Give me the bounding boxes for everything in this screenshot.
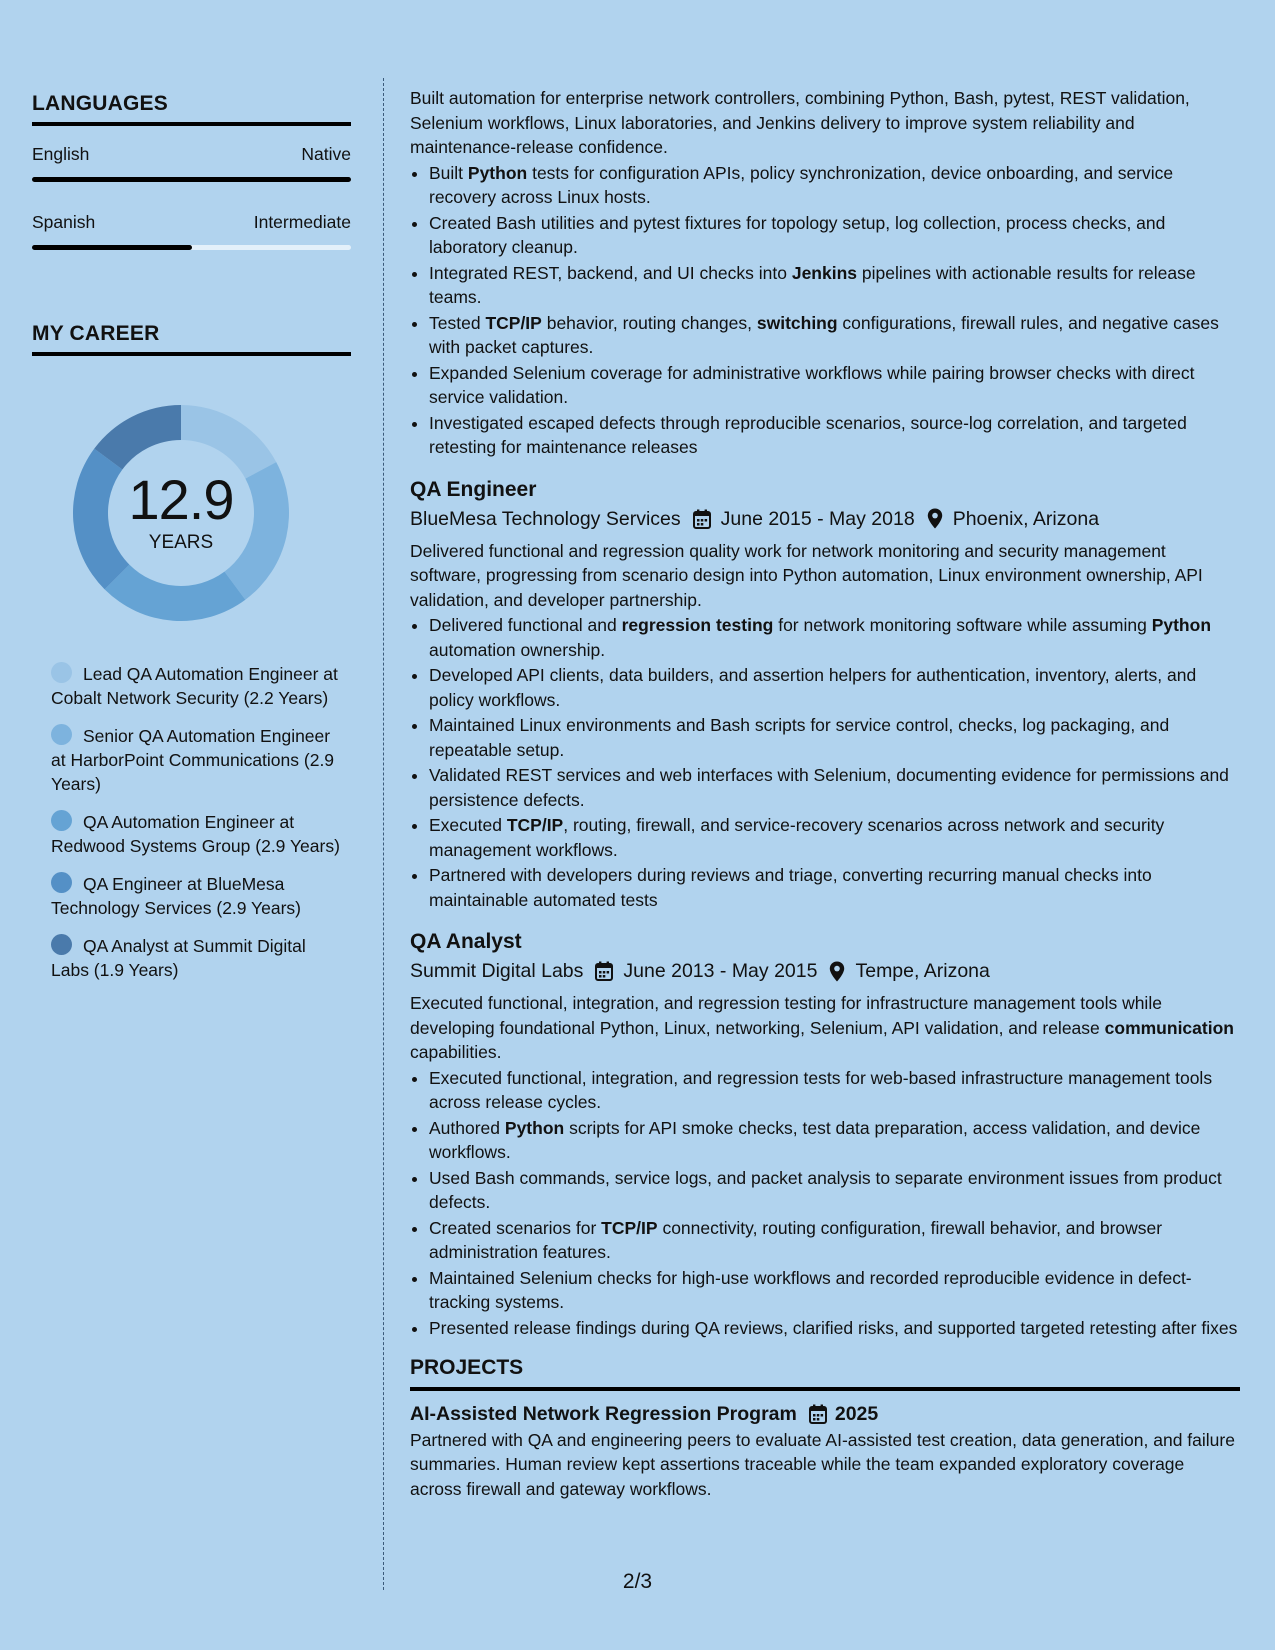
bullet-item: • Executed functional, integration, and regression tests for web-based infrastructure management tools across release cycles. (429, 1066, 1240, 1115)
career-heading: MY CAREER (32, 322, 351, 356)
legend-label: QA Automation Engineer at Redwood Systems Group (2.9 Years) (51, 812, 340, 856)
language-proficiency-fill (32, 177, 351, 182)
bullet-item: • Used Bash commands, service logs, and packet analysis to separate environment issues from product defects. (429, 1166, 1240, 1215)
total-years-value: 12.9 (128, 468, 234, 531)
job-title: QA Analyst (410, 930, 522, 953)
language-proficiency-fill (32, 245, 192, 250)
language-level: Native (301, 144, 351, 164)
bullet-item: • Created scenarios for TCP/IP connectivity, routing configuration, firewall behavior, and browser administration features. (429, 1216, 1240, 1265)
bullet-item: • Expanded Selenium coverage for administrative workflows while pairing browser checks with direct service validation. (429, 361, 1240, 410)
map-pin-icon (927, 508, 943, 529)
language-proficiency-bar (32, 177, 351, 182)
legend-label: Senior QA Automation Engineer at HarborPoint Communications (2.9 Years) (51, 726, 335, 794)
bullet-item: • Investigated escaped defects through reproducible scenarios, source-log correlation, and targeted retesting for maintenance releases (429, 411, 1240, 460)
career-legend-item (51, 872, 341, 920)
legend-label: QA Engineer at BlueMesa Technology Services (2.9 Years) (51, 874, 301, 918)
project-header (410, 1400, 1240, 1428)
legend-color-dot (51, 810, 72, 831)
job-entry (410, 928, 1240, 1340)
page-number-text: 2/3 (622, 1570, 653, 1593)
job-summary: Executed functional, integration, and regression testing for infrastructure management tools while developing foundational Python, Linux, networking, Selenium, API validation, and release communication capabilities. (410, 993, 1234, 1062)
language-level: Intermediate (253, 212, 351, 232)
legend-color-dot (51, 662, 72, 683)
bullet-item: • Built Python tests for configuration APIs, policy synchronization, device onboarding, and service recovery across Linux hosts. (429, 161, 1240, 210)
bullet-item: • Partnered with developers during reviews and triage, converting recurring manual checks into maintainable automated tests (429, 863, 1240, 912)
role-summary: Built automation for enterprise network controllers, combining Python, Bash, pytest, REST validation, Selenium workflows, Linux laboratories, and Jenkins delivery to improve system reliability and maintenance-release confidence. (410, 88, 1190, 157)
job-bullets (410, 1066, 1240, 1341)
language-proficiency-bar (32, 245, 351, 250)
job-location: Tempe, Arizona (855, 960, 990, 982)
job-location: Phoenix, Arizona (952, 507, 1100, 530)
job-entry (410, 476, 1240, 913)
calendar-icon (809, 1404, 827, 1424)
bullet-item: • Maintained Selenium checks for high-use workflows and recorded reproducible evidence in defect-tracking systems. (429, 1266, 1240, 1315)
calendar-icon (693, 509, 711, 529)
bullet-item: • Presented release findings during QA reviews, clarified risks, and supported targeted retesting after fixes (429, 1316, 1240, 1341)
calendar-icon (595, 961, 613, 981)
career-legend-item (51, 662, 341, 710)
legend-color-dot (51, 934, 72, 955)
company-name: Summit Digital Labs (410, 960, 584, 982)
career-legend-item (51, 810, 341, 858)
career-section (32, 322, 351, 982)
projects-section (410, 1356, 1240, 1501)
job-summary: Delivered functional and regression quality work for network monitoring and security management software, progressing from scenario design into Python automation, Linux environment ownership, API validation, and developer partnership. (410, 540, 1203, 610)
career-legend (51, 662, 341, 982)
legend-color-dot (51, 724, 72, 745)
total-years-unit: YEARS (148, 532, 214, 553)
language-row (32, 212, 351, 233)
bullet-item: • Executed TCP/IP, routing, firewall, and service-recovery scenarios across network and security management workflows. (429, 813, 1240, 862)
page-number (0, 1570, 1275, 1594)
donut-center (66, 398, 296, 628)
left-column (32, 92, 351, 996)
legend-label: QA Analyst at Summit Digital Labs (1.9 Years) (51, 936, 306, 980)
career-legend-item (51, 934, 341, 982)
job-meta (410, 505, 1240, 533)
column-divider (383, 78, 384, 1590)
job-dates: June 2013 - May 2015 (623, 960, 818, 982)
career-donut-chart (66, 398, 296, 628)
bullet-item: • Integrated REST, backend, and UI checks into Jenkins pipelines with actionable results for release teams. (429, 261, 1240, 310)
languages-heading: LANGUAGES (32, 92, 351, 126)
language-row (32, 144, 351, 165)
bullet-item: • Created Bash utilities and pytest fixtures for topology setup, log collection, process checks, and laboratory cleanup. (429, 211, 1240, 260)
job-bullets (410, 613, 1240, 912)
project-name: AI-Assisted Network Regression Program (410, 1402, 797, 1425)
project-year: 2025 (834, 1402, 879, 1425)
job-title: QA Engineer (410, 477, 537, 501)
job-dates: June 2015 - May 2018 (720, 507, 915, 530)
bullet-item: • Delivered functional and regression testing for network monitoring software while assuming Python automation ownership. (429, 613, 1240, 662)
role-bullets (410, 161, 1240, 460)
legend-label: Lead QA Automation Engineer at Cobalt Network Security (2.2 Years) (51, 664, 338, 708)
project-description: Partnered with QA and engineering peers to evaluate AI-assisted test creation, data generation, and failure summaries. Human review kept assertions traceable while the team expanded exploratory coverage across firewall and gateway workflows. (410, 1429, 1235, 1499)
map-pin-icon (829, 961, 845, 982)
projects-heading: PROJECTS (410, 1356, 1240, 1391)
bullet-item: • Authored Python scripts for API smoke checks, test data preparation, access validation, and device workflows. (429, 1116, 1240, 1165)
language-english (32, 144, 351, 182)
language-spanish (32, 212, 351, 250)
bullet-item: • Tested TCP/IP behavior, routing changes, switching configurations, firewall rules, and negative cases with packet captures. (429, 311, 1240, 360)
bullet-item: • Maintained Linux environments and Bash scripts for service control, checks, log packaging, and repeatable setup. (429, 713, 1240, 762)
language-name: English (32, 144, 90, 164)
bullet-item: • Developed API clients, data builders, and assertion helpers for authentication, inventory, alerts, and policy workflows. (429, 663, 1240, 712)
legend-color-dot (51, 872, 72, 893)
bullet-item: • Validated REST services and web interfaces with Selenium, documenting evidence for permissions and persistence defects. (429, 763, 1240, 812)
company-name: BlueMesa Technology Services (410, 507, 681, 530)
job-meta (410, 957, 1240, 985)
right-column (410, 86, 1240, 1501)
language-name: Spanish (32, 212, 96, 232)
career-legend-item (51, 724, 341, 796)
